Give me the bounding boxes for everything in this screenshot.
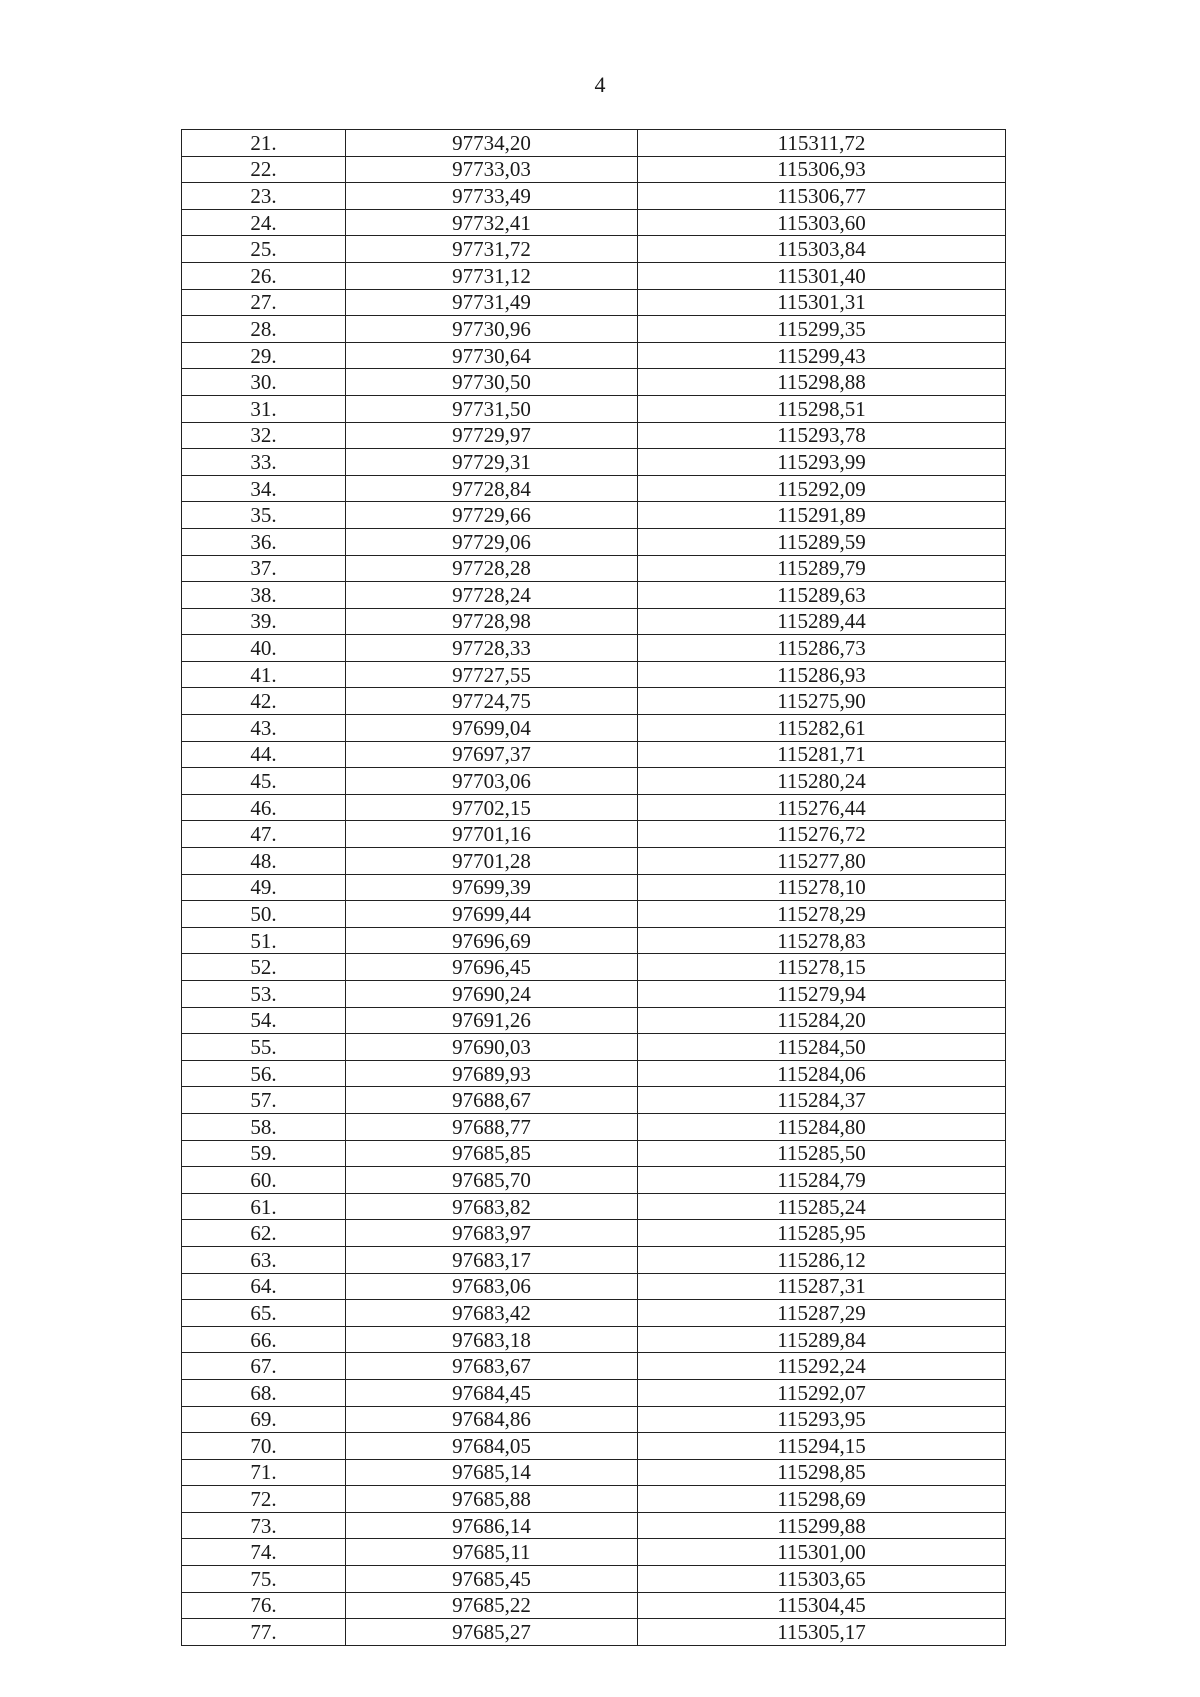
table-row xyxy=(182,1353,1006,1380)
x-coordinate-cell: 97685,70 xyxy=(346,1167,638,1194)
x-coordinate-cell: 97690,24 xyxy=(346,981,638,1008)
y-coordinate-cell: 115276,44 xyxy=(638,794,1006,821)
x-coordinate-cell: 97728,84 xyxy=(346,475,638,502)
point-number-cell: 41. xyxy=(182,661,346,688)
x-coordinate-cell: 97728,33 xyxy=(346,635,638,662)
x-coordinate-cell: 97697,37 xyxy=(346,741,638,768)
y-coordinate-cell: 115289,84 xyxy=(638,1326,1006,1353)
y-coordinate-cell: 115292,09 xyxy=(638,475,1006,502)
point-number-cell: 70. xyxy=(182,1433,346,1460)
table-row xyxy=(182,1273,1006,1300)
x-coordinate-cell: 97696,69 xyxy=(346,927,638,954)
table-row xyxy=(182,635,1006,662)
x-coordinate-cell: 97731,49 xyxy=(346,289,638,316)
x-coordinate-cell: 97731,50 xyxy=(346,395,638,422)
table-row xyxy=(182,768,1006,795)
point-number-cell: 45. xyxy=(182,768,346,795)
y-coordinate-cell: 115285,24 xyxy=(638,1193,1006,1220)
x-coordinate-cell: 97684,05 xyxy=(346,1433,638,1460)
y-coordinate-cell: 115303,65 xyxy=(638,1566,1006,1593)
point-number-cell: 40. xyxy=(182,635,346,662)
x-coordinate-cell: 97685,11 xyxy=(346,1539,638,1566)
table-row xyxy=(182,582,1006,609)
table-row xyxy=(182,1592,1006,1619)
point-number-cell: 27. xyxy=(182,289,346,316)
y-coordinate-cell: 115284,06 xyxy=(638,1060,1006,1087)
y-coordinate-cell: 115293,95 xyxy=(638,1406,1006,1433)
point-number-cell: 28. xyxy=(182,316,346,343)
table-row xyxy=(182,715,1006,742)
table-row xyxy=(182,528,1006,555)
point-number-cell: 37. xyxy=(182,555,346,582)
y-coordinate-cell: 115278,29 xyxy=(638,901,1006,928)
y-coordinate-cell: 115276,72 xyxy=(638,821,1006,848)
point-number-cell: 30. xyxy=(182,369,346,396)
x-coordinate-cell: 97701,16 xyxy=(346,821,638,848)
point-number-cell: 39. xyxy=(182,608,346,635)
y-coordinate-cell: 115286,93 xyxy=(638,661,1006,688)
y-coordinate-cell: 115292,07 xyxy=(638,1379,1006,1406)
x-coordinate-cell: 97688,67 xyxy=(346,1087,638,1114)
y-coordinate-cell: 115279,94 xyxy=(638,981,1006,1008)
table-row xyxy=(182,422,1006,449)
table-row xyxy=(182,156,1006,183)
point-number-cell: 54. xyxy=(182,1007,346,1034)
x-coordinate-cell: 97731,72 xyxy=(346,236,638,263)
point-number-cell: 62. xyxy=(182,1220,346,1247)
point-number-cell: 63. xyxy=(182,1246,346,1273)
y-coordinate-cell: 115305,17 xyxy=(638,1619,1006,1646)
y-coordinate-cell: 115282,61 xyxy=(638,715,1006,742)
y-coordinate-cell: 115289,63 xyxy=(638,582,1006,609)
point-number-cell: 42. xyxy=(182,688,346,715)
y-coordinate-cell: 115285,50 xyxy=(638,1140,1006,1167)
x-coordinate-cell: 97701,28 xyxy=(346,848,638,875)
table-row xyxy=(182,1539,1006,1566)
x-coordinate-cell: 97733,03 xyxy=(346,156,638,183)
y-coordinate-cell: 115284,50 xyxy=(638,1034,1006,1061)
y-coordinate-cell: 115280,24 xyxy=(638,768,1006,795)
point-number-cell: 22. xyxy=(182,156,346,183)
point-number-cell: 32. xyxy=(182,422,346,449)
table-row xyxy=(182,1459,1006,1486)
x-coordinate-cell: 97699,44 xyxy=(346,901,638,928)
table-row xyxy=(182,1512,1006,1539)
y-coordinate-cell: 115301,00 xyxy=(638,1539,1006,1566)
x-coordinate-cell: 97728,98 xyxy=(346,608,638,635)
table-row xyxy=(182,741,1006,768)
y-coordinate-cell: 115292,24 xyxy=(638,1353,1006,1380)
x-coordinate-cell: 97683,67 xyxy=(346,1353,638,1380)
point-number-cell: 77. xyxy=(182,1619,346,1646)
table-row xyxy=(182,848,1006,875)
table-row xyxy=(182,1007,1006,1034)
x-coordinate-cell: 97729,97 xyxy=(346,422,638,449)
table-row xyxy=(182,981,1006,1008)
x-coordinate-cell: 97683,97 xyxy=(346,1220,638,1247)
y-coordinate-cell: 115284,79 xyxy=(638,1167,1006,1194)
coordinates-table xyxy=(181,129,1006,1646)
point-number-cell: 21. xyxy=(182,130,346,157)
table-row xyxy=(182,369,1006,396)
table-row xyxy=(182,794,1006,821)
x-coordinate-cell: 97729,66 xyxy=(346,502,638,529)
x-coordinate-cell: 97683,17 xyxy=(346,1246,638,1273)
x-coordinate-cell: 97699,04 xyxy=(346,715,638,742)
x-coordinate-cell: 97685,14 xyxy=(346,1459,638,1486)
y-coordinate-cell: 115278,83 xyxy=(638,927,1006,954)
y-coordinate-cell: 115301,40 xyxy=(638,262,1006,289)
x-coordinate-cell: 97685,88 xyxy=(346,1486,638,1513)
y-coordinate-cell: 115294,15 xyxy=(638,1433,1006,1460)
y-coordinate-cell: 115286,73 xyxy=(638,635,1006,662)
x-coordinate-cell: 97729,06 xyxy=(346,528,638,555)
x-coordinate-cell: 97728,28 xyxy=(346,555,638,582)
point-number-cell: 48. xyxy=(182,848,346,875)
x-coordinate-cell: 97686,14 xyxy=(346,1512,638,1539)
table-row xyxy=(182,927,1006,954)
point-number-cell: 46. xyxy=(182,794,346,821)
y-coordinate-cell: 115293,78 xyxy=(638,422,1006,449)
table-row xyxy=(182,1379,1006,1406)
point-number-cell: 26. xyxy=(182,262,346,289)
table-row xyxy=(182,1193,1006,1220)
table-row xyxy=(182,1433,1006,1460)
table-row xyxy=(182,1300,1006,1327)
point-number-cell: 68. xyxy=(182,1379,346,1406)
point-number-cell: 56. xyxy=(182,1060,346,1087)
y-coordinate-cell: 115277,80 xyxy=(638,848,1006,875)
table-row xyxy=(182,1486,1006,1513)
x-coordinate-cell: 97684,86 xyxy=(346,1406,638,1433)
x-coordinate-cell: 97703,06 xyxy=(346,768,638,795)
y-coordinate-cell: 115298,85 xyxy=(638,1459,1006,1486)
table-row xyxy=(182,209,1006,236)
point-number-cell: 47. xyxy=(182,821,346,848)
table-row xyxy=(182,502,1006,529)
y-coordinate-cell: 115278,10 xyxy=(638,874,1006,901)
table-row xyxy=(182,1034,1006,1061)
y-coordinate-cell: 115298,69 xyxy=(638,1486,1006,1513)
y-coordinate-cell: 115299,88 xyxy=(638,1512,1006,1539)
table-row xyxy=(182,954,1006,981)
x-coordinate-cell: 97684,45 xyxy=(346,1379,638,1406)
x-coordinate-cell: 97732,41 xyxy=(346,209,638,236)
point-number-cell: 73. xyxy=(182,1512,346,1539)
y-coordinate-cell: 115275,90 xyxy=(638,688,1006,715)
table-row xyxy=(182,395,1006,422)
x-coordinate-cell: 97724,75 xyxy=(346,688,638,715)
x-coordinate-cell: 97683,42 xyxy=(346,1300,638,1327)
point-number-cell: 60. xyxy=(182,1167,346,1194)
point-number-cell: 72. xyxy=(182,1486,346,1513)
point-number-cell: 36. xyxy=(182,528,346,555)
y-coordinate-cell: 115291,89 xyxy=(638,502,1006,529)
point-number-cell: 64. xyxy=(182,1273,346,1300)
x-coordinate-cell: 97731,12 xyxy=(346,262,638,289)
table-row xyxy=(182,1326,1006,1353)
y-coordinate-cell: 115287,31 xyxy=(638,1273,1006,1300)
y-coordinate-cell: 115278,15 xyxy=(638,954,1006,981)
point-number-cell: 34. xyxy=(182,475,346,502)
point-number-cell: 55. xyxy=(182,1034,346,1061)
point-number-cell: 50. xyxy=(182,901,346,928)
point-number-cell: 44. xyxy=(182,741,346,768)
x-coordinate-cell: 97685,22 xyxy=(346,1592,638,1619)
x-coordinate-cell: 97685,85 xyxy=(346,1140,638,1167)
table-row xyxy=(182,821,1006,848)
page-number: 4 xyxy=(594,72,606,97)
table-row xyxy=(182,183,1006,210)
table-row xyxy=(182,1060,1006,1087)
y-coordinate-cell: 115289,79 xyxy=(638,555,1006,582)
point-number-cell: 33. xyxy=(182,449,346,476)
table-row xyxy=(182,874,1006,901)
x-coordinate-cell: 97730,96 xyxy=(346,316,638,343)
x-coordinate-cell: 97729,31 xyxy=(346,449,638,476)
y-coordinate-cell: 115299,43 xyxy=(638,342,1006,369)
table-row xyxy=(182,1113,1006,1140)
table-row xyxy=(182,1220,1006,1247)
table-row xyxy=(182,1246,1006,1273)
x-coordinate-cell: 97685,27 xyxy=(346,1619,638,1646)
x-coordinate-cell: 97733,49 xyxy=(346,183,638,210)
point-number-cell: 51. xyxy=(182,927,346,954)
table-row xyxy=(182,342,1006,369)
x-coordinate-cell: 97696,45 xyxy=(346,954,638,981)
x-coordinate-cell: 97734,20 xyxy=(346,130,638,157)
coordinates-table-body xyxy=(182,130,1006,1646)
x-coordinate-cell: 97683,06 xyxy=(346,1273,638,1300)
y-coordinate-cell: 115281,71 xyxy=(638,741,1006,768)
point-number-cell: 49. xyxy=(182,874,346,901)
point-number-cell: 31. xyxy=(182,395,346,422)
point-number-cell: 53. xyxy=(182,981,346,1008)
table-row xyxy=(182,449,1006,476)
point-number-cell: 66. xyxy=(182,1326,346,1353)
y-coordinate-cell: 115293,99 xyxy=(638,449,1006,476)
y-coordinate-cell: 115299,35 xyxy=(638,316,1006,343)
x-coordinate-cell: 97728,24 xyxy=(346,582,638,609)
x-coordinate-cell: 97730,50 xyxy=(346,369,638,396)
table-row xyxy=(182,236,1006,263)
table-row xyxy=(182,901,1006,928)
y-coordinate-cell: 115298,88 xyxy=(638,369,1006,396)
table-row xyxy=(182,1167,1006,1194)
point-number-cell: 67. xyxy=(182,1353,346,1380)
y-coordinate-cell: 115306,77 xyxy=(638,183,1006,210)
point-number-cell: 71. xyxy=(182,1459,346,1486)
point-number-cell: 43. xyxy=(182,715,346,742)
y-coordinate-cell: 115289,59 xyxy=(638,528,1006,555)
y-coordinate-cell: 115303,84 xyxy=(638,236,1006,263)
x-coordinate-cell: 97685,45 xyxy=(346,1566,638,1593)
point-number-cell: 58. xyxy=(182,1113,346,1140)
table-row xyxy=(182,1087,1006,1114)
point-number-cell: 35. xyxy=(182,502,346,529)
point-number-cell: 29. xyxy=(182,342,346,369)
table-row xyxy=(182,289,1006,316)
point-number-cell: 25. xyxy=(182,236,346,263)
table-row xyxy=(182,316,1006,343)
table-row xyxy=(182,608,1006,635)
x-coordinate-cell: 97702,15 xyxy=(346,794,638,821)
point-number-cell: 69. xyxy=(182,1406,346,1433)
table-row xyxy=(182,130,1006,157)
x-coordinate-cell: 97691,26 xyxy=(346,1007,638,1034)
table-row xyxy=(182,1619,1006,1646)
point-number-cell: 38. xyxy=(182,582,346,609)
table-row xyxy=(182,555,1006,582)
y-coordinate-cell: 115303,60 xyxy=(638,209,1006,236)
point-number-cell: 23. xyxy=(182,183,346,210)
point-number-cell: 57. xyxy=(182,1087,346,1114)
y-coordinate-cell: 115311,72 xyxy=(638,130,1006,157)
table-row xyxy=(182,1566,1006,1593)
point-number-cell: 24. xyxy=(182,209,346,236)
x-coordinate-cell: 97688,77 xyxy=(346,1113,638,1140)
y-coordinate-cell: 115286,12 xyxy=(638,1246,1006,1273)
point-number-cell: 59. xyxy=(182,1140,346,1167)
y-coordinate-cell: 115285,95 xyxy=(638,1220,1006,1247)
y-coordinate-cell: 115306,93 xyxy=(638,156,1006,183)
point-number-cell: 61. xyxy=(182,1193,346,1220)
x-coordinate-cell: 97699,39 xyxy=(346,874,638,901)
y-coordinate-cell: 115298,51 xyxy=(638,395,1006,422)
y-coordinate-cell: 115284,80 xyxy=(638,1113,1006,1140)
x-coordinate-cell: 97690,03 xyxy=(346,1034,638,1061)
y-coordinate-cell: 115284,37 xyxy=(638,1087,1006,1114)
point-number-cell: 65. xyxy=(182,1300,346,1327)
table-row xyxy=(182,262,1006,289)
x-coordinate-cell: 97689,93 xyxy=(346,1060,638,1087)
table-row xyxy=(182,688,1006,715)
point-number-cell: 52. xyxy=(182,954,346,981)
y-coordinate-cell: 115301,31 xyxy=(638,289,1006,316)
point-number-cell: 76. xyxy=(182,1592,346,1619)
table-row xyxy=(182,1406,1006,1433)
point-number-cell: 75. xyxy=(182,1566,346,1593)
x-coordinate-cell: 97683,18 xyxy=(346,1326,638,1353)
x-coordinate-cell: 97727,55 xyxy=(346,661,638,688)
y-coordinate-cell: 115289,44 xyxy=(638,608,1006,635)
table-row xyxy=(182,1140,1006,1167)
point-number-cell: 74. xyxy=(182,1539,346,1566)
x-coordinate-cell: 97730,64 xyxy=(346,342,638,369)
table-row xyxy=(182,475,1006,502)
y-coordinate-cell: 115284,20 xyxy=(638,1007,1006,1034)
table-row xyxy=(182,661,1006,688)
y-coordinate-cell: 115287,29 xyxy=(638,1300,1006,1327)
y-coordinate-cell: 115304,45 xyxy=(638,1592,1006,1619)
x-coordinate-cell: 97683,82 xyxy=(346,1193,638,1220)
